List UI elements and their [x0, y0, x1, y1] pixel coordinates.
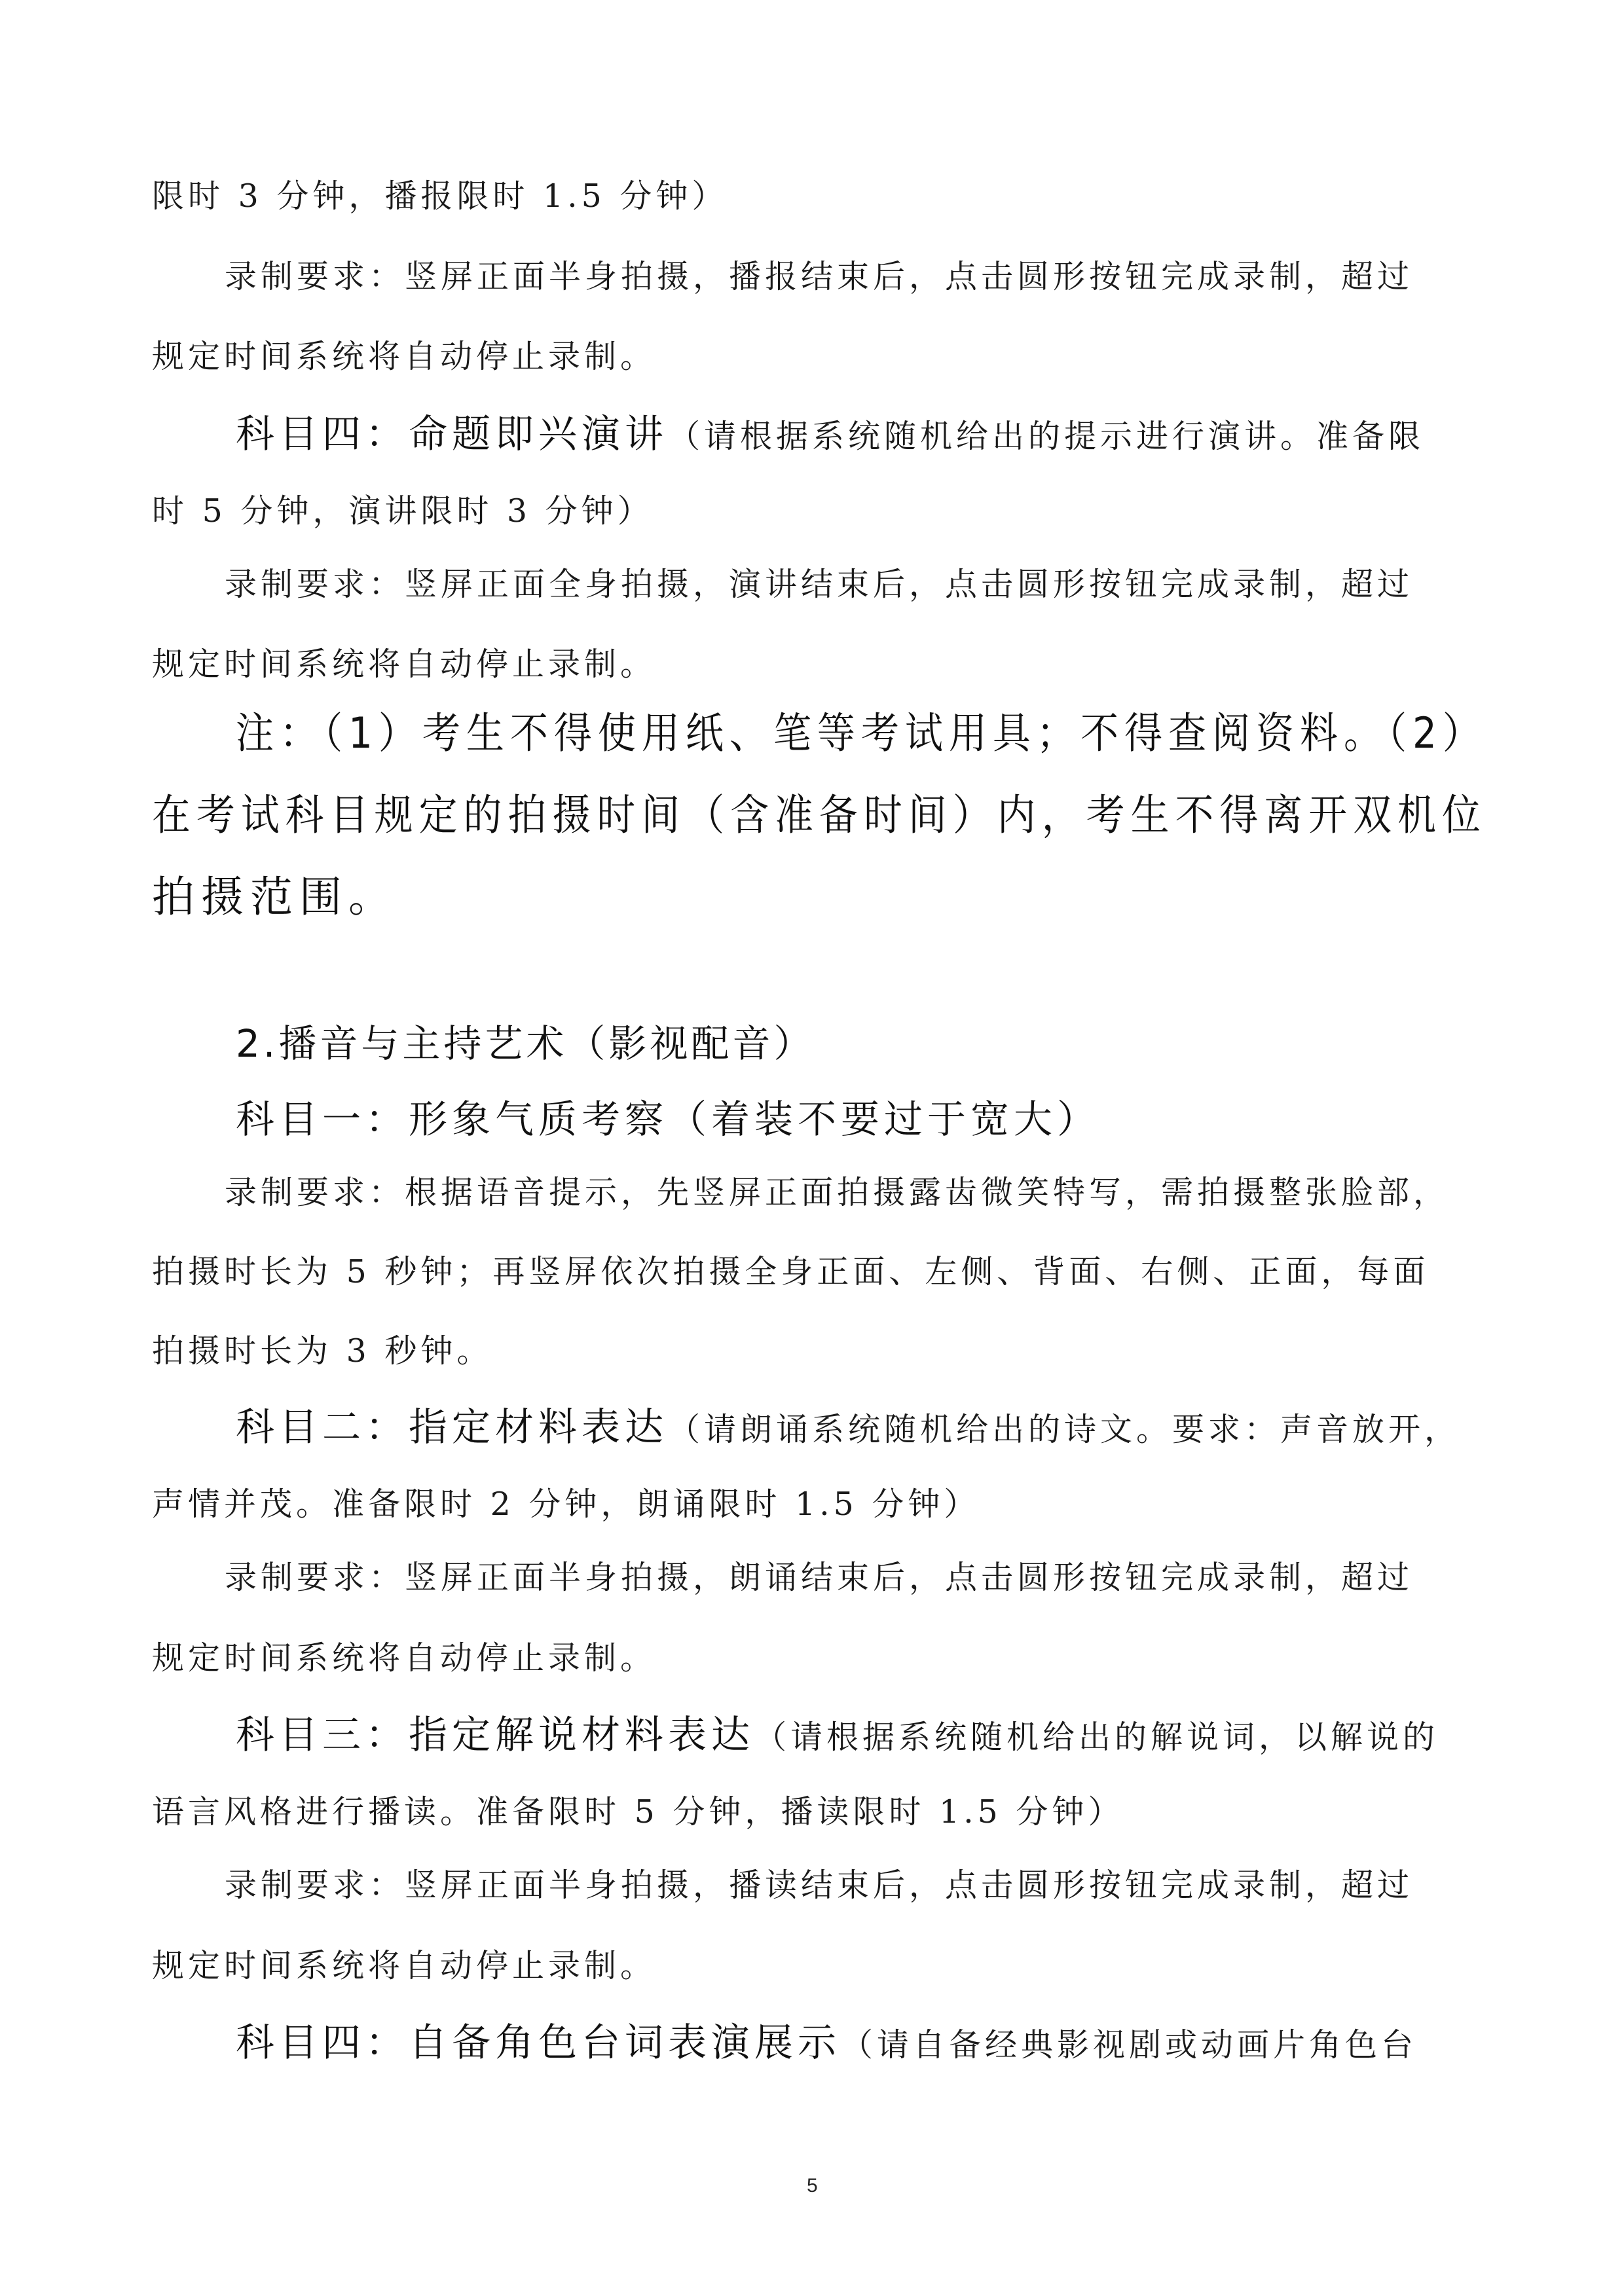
page-number: 5	[807, 2175, 818, 2196]
recording-requirement-line: 录制要求：竖屏正面半身拍摄，播读结束后，点击圆形按钮完成录制，超过	[225, 1867, 1414, 1904]
subject-description: （请朗诵系统随机给出的诗文。要求：声音放开，	[668, 1411, 1461, 1448]
note-line: 拍摄范围。	[152, 873, 398, 922]
paragraph-line: 规定时间系统将自动停止录制。	[152, 338, 657, 375]
paragraph-line: 规定时间系统将自动停止录制。	[152, 646, 657, 683]
paragraph-line: 拍摄时长为 5 秒钟；再竖屏依次拍摄全身正面、左侧、背面、右侧、正面，每面	[152, 1253, 1430, 1290]
subject-three-line	[236, 1712, 1439, 1757]
recording-requirement-line: 录制要求：竖屏正面半身拍摄，播报结束后，点击圆形按钮完成录制，超过	[225, 258, 1414, 295]
recording-requirement-line: 录制要求：竖屏正面半身拍摄，朗诵结束后，点击圆形按钮完成录制，超过	[225, 1559, 1414, 1596]
subject-description: （请根据系统随机给出的解说词，以解说的	[754, 1719, 1439, 1756]
paragraph-line: 规定时间系统将自动停止录制。	[152, 1947, 657, 1984]
subject-heading: 科目一：形象气质考察	[236, 1097, 669, 1142]
paragraph-line: 时 5 分钟，演讲限时 3 分钟）	[152, 492, 654, 530]
paragraph-line: 规定时间系统将自动停止录制。	[152, 1639, 657, 1677]
paragraph-line: 拍摄时长为 3 秒钟。	[152, 1332, 493, 1370]
subject-heading: 科目二：指定材料表达	[236, 1404, 669, 1449]
recording-requirement-line: 录制要求：根据语音提示，先竖屏正面拍摄露齿微笑特写，需拍摄整张脸部，	[225, 1174, 1450, 1211]
subject-description: （着装不要过于宽大）	[668, 1097, 1101, 1142]
subject-description: （请自备经典影视剧或动画片角色台	[841, 2026, 1418, 2064]
paragraph-line: 语言风格进行播读。准备限时 5 分钟，播读限时 1.5 分钟）	[152, 1793, 1124, 1831]
subject-one-line	[236, 1097, 1101, 1142]
paragraph-line: 声情并茂。准备限时 2 分钟，朗诵限时 1.5 分钟）	[152, 1485, 980, 1523]
recording-requirement-line: 录制要求：竖屏正面全身拍摄，演讲结束后，点击圆形按钮完成录制，超过	[225, 566, 1414, 603]
subject-two-line	[236, 1404, 1461, 1449]
paragraph-line: 限时 3 分钟，播报限时 1.5 分钟）	[152, 177, 728, 215]
subject-four-speech-line	[236, 411, 1425, 456]
note-line: 在考试科目规定的拍摄时间（含准备时间）内，考生不得离开双机位	[152, 791, 1487, 840]
subject-heading: 科目三：指定解说材料表达	[236, 1712, 755, 1757]
section-title: 2.播音与主持艺术（影视配音）	[236, 1021, 815, 1066]
subject-four-roleplay-line	[236, 2020, 1418, 2065]
subject-heading: 科目四：自备角色台词表演展示	[236, 2020, 841, 2065]
subject-description: （请根据系统随机给出的提示进行演讲。准备限	[668, 418, 1425, 455]
note-line: 注：（1）考生不得使用纸、笔等考试用具；不得查阅资料。（2）	[236, 709, 1486, 758]
subject-heading: 科目四：命题即兴演讲	[236, 411, 669, 456]
